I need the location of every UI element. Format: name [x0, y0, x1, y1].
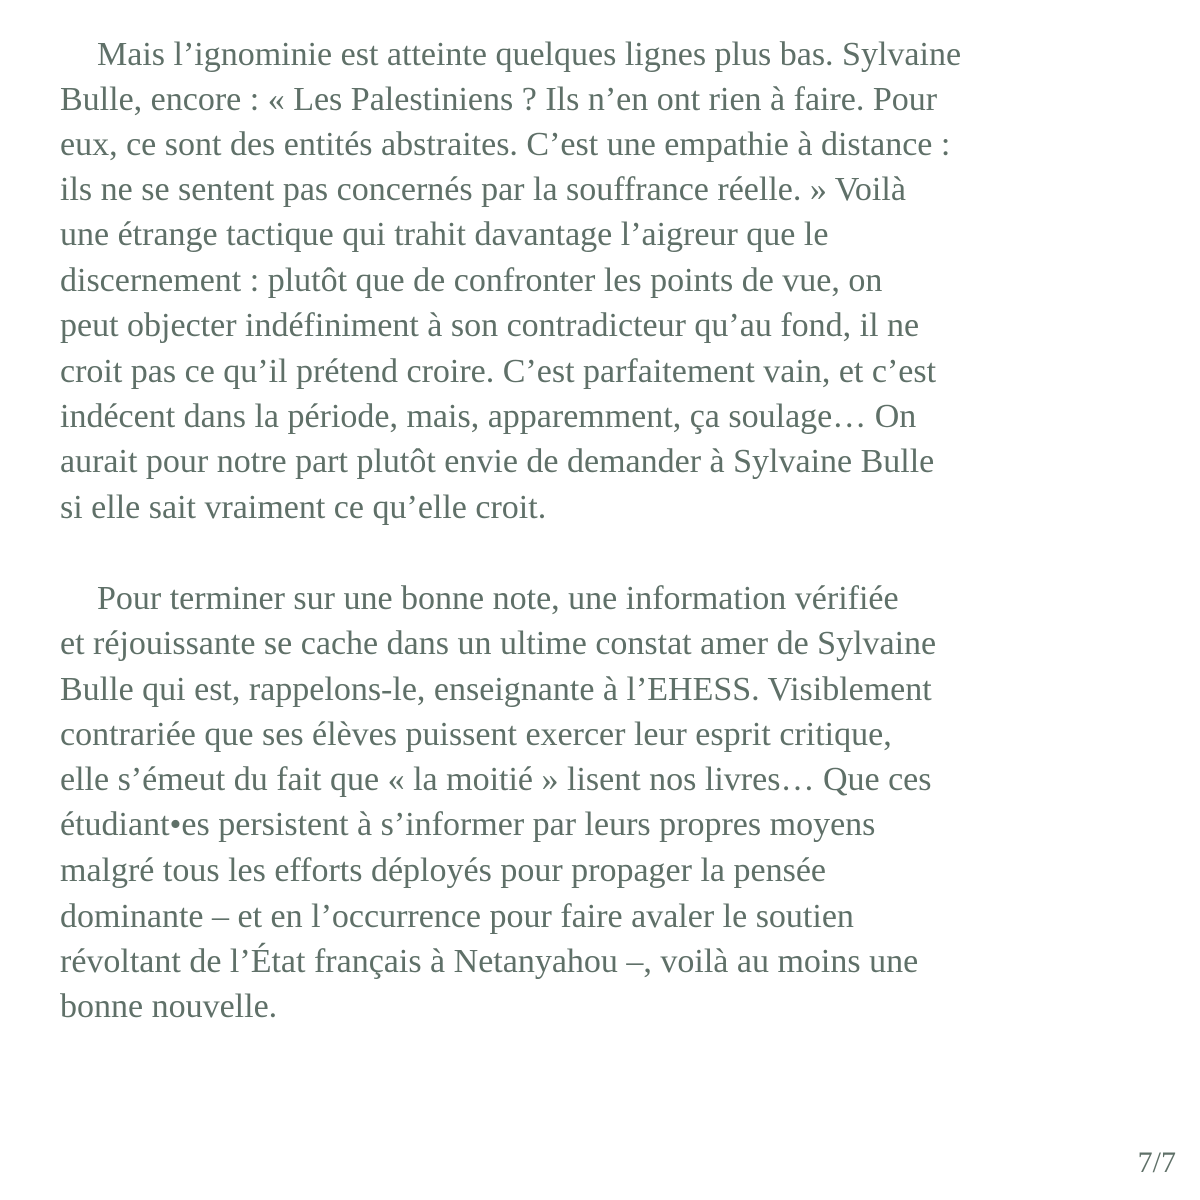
text-line: si elle sait vraiment ce qu’elle croit.	[60, 489, 547, 526]
text-line: aurait pour notre part plutôt envie de demander à Sylvaine Bulle	[60, 443, 935, 480]
text-line: étudiant•es persistent à s’informer par leurs propres moyens	[60, 806, 876, 843]
text-line: eux, ce sont des entités abstraites. C’est une empathie à distance :	[60, 126, 951, 163]
text-line: bonne nouvelle.	[60, 988, 278, 1025]
text-line: révoltant de l’État français à Netanyahou –, voilà au moins une	[60, 943, 919, 980]
text-line: croit pas ce qu’il prétend croire. C’est parfaitement vain, et c’est	[60, 353, 937, 390]
text-line: Pour terminer sur une bonne note, une information vérifiée	[97, 580, 899, 617]
text-line: peut objecter indéfiniment à son contradicteur qu’au fond, il ne	[60, 307, 920, 344]
text-line: et réjouissante se cache dans un ultime constat amer de Sylvaine	[60, 625, 937, 662]
text-line: contrariée que ses élèves puissent exercer leur esprit critique,	[60, 716, 892, 753]
text-line: elle s’émeut du fait que « la moitié » lisent nos livres… Que ces	[60, 761, 932, 798]
text-line: discernement : plutôt que de confronter les points de vue, on	[60, 262, 883, 299]
text-line: indécent dans la période, mais, apparemment, ça soulage… On	[60, 398, 917, 435]
text-line: ils ne se sentent pas concernés par la souffrance réelle. » Voilà	[60, 171, 906, 208]
text-line: Mais l’ignominie est atteinte quelques lignes plus bas. Sylvaine	[97, 36, 962, 73]
text-line: Bulle qui est, rappelons-le, enseignante à l’EHESS. Visiblement	[60, 671, 932, 708]
text-line: Bulle, encore : « Les Palestiniens ? Ils n’en ont rien à faire. Pour	[60, 81, 938, 118]
page-number: 7/7	[1137, 1146, 1176, 1179]
text-line: dominante – et en l’occurrence pour faire avaler le soutien	[60, 898, 854, 935]
text-line: une étrange tactique qui trahit davantage l’aigreur que le	[60, 216, 829, 253]
text-line: malgré tous les efforts déployés pour propager la pensée	[60, 852, 827, 889]
